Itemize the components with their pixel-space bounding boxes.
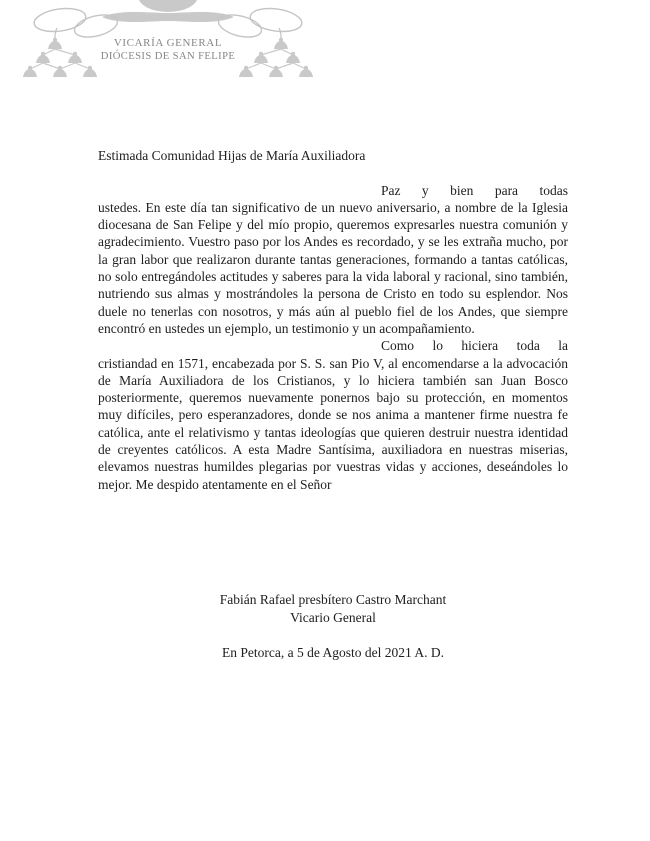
letterhead-line2: DIÓCESIS DE SAN FELIPE	[100, 51, 236, 62]
signature-name: Fabián Rafael presbítero Castro Marchant	[219, 592, 447, 607]
letter-body	[98, 147, 568, 493]
letterhead-line1: VICARÍA GENERAL	[113, 37, 223, 49]
paragraph-2-first-line: Como lo hiciera toda la	[381, 338, 568, 354]
paragraph-2-text: cristiandad en 1571, encabezada por S. S. san Pio V, al encomendarse a la advocación de María Auxiliadora de los Cristianos, y lo hiciera también san Juan Bosco posteriormente, queremos nuevamente ponernos bajo su protección, en momentos muy difíciles, pero esperanzadores, donde se nos anima a mantener firme nuestra fe católica, ante el relativismo y tantas ideologías que quieren destruir nuestra identidad de creyentes católicos. A esta Madre Santísima, auxiliadora en nuestras miserias, elevamos nuestras humildes plegarias por vuestras vidas y acciones, deseándoles lo mejor. Me despido atentamente en el Señor	[98, 355, 568, 492]
body-paragraph-1	[98, 182, 568, 338]
letterhead-text	[8, 37, 328, 63]
letterhead	[8, 0, 328, 98]
date-line: En Petorca, a 5 de Agosto del 2021 A. D.	[222, 644, 444, 660]
greeting-line: Estimada Comunidad Hijas de María Auxiliadora	[98, 148, 366, 163]
body-paragraph-2	[98, 337, 568, 493]
signature-title: Vicario General	[290, 609, 376, 625]
signature-block	[98, 591, 568, 661]
paragraph-1-first-line: Paz y bien para todas	[381, 182, 568, 198]
paragraph-1-text: ustedes. En este día tan significativo de un nuevo aniversario, a nombre de la Iglesia diocesana de San Felipe y del mío propio, queremos expresarles nuestra comunión y agradecimiento. Vuestro paso por los Andes es recordado, y se les extraña mucho, por la gran labor que realizaron durante tantas generaciones, formando a tantas católicas, no solo entregándoles actitudes y saberes para la vida laboral y racional, sino también, nutriendo sus almas y mostrándoles la persona de Cristo en todo su esplendor. Nos duele no tenerlas con nosotros, y más aún al pueblo fiel de los Andes, que siempre encontró en ustedes un ejemplo, un testimonio y un acompañamiento.	[98, 199, 568, 336]
